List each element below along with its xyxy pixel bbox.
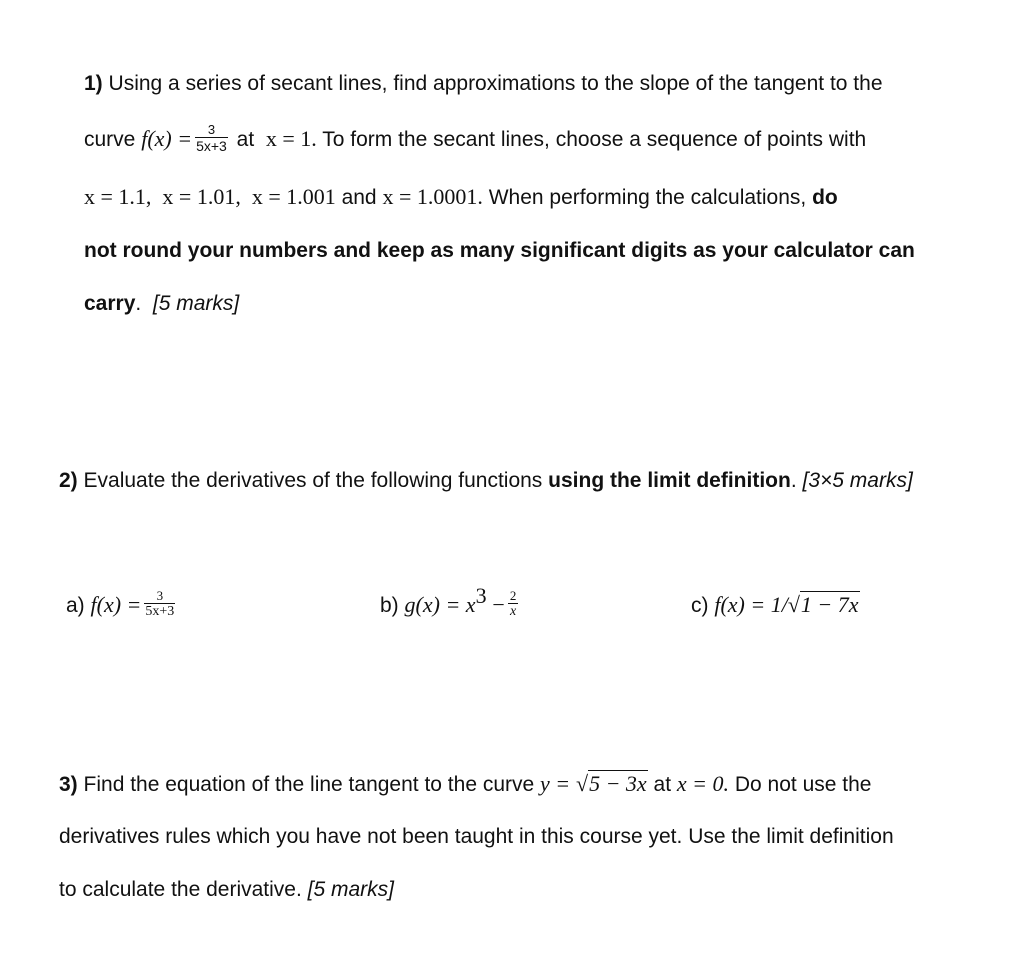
q2-a-label: a): [66, 594, 85, 617]
q1-bold-carry: carry: [84, 292, 136, 315]
q2-number: 2): [59, 469, 78, 492]
q2-a-fraction: [144, 588, 175, 620]
q2-a-lhs: f(x) =: [90, 592, 142, 617]
q2-part-b: [380, 583, 521, 622]
q3-sqrt: √5 − 3x: [576, 771, 647, 796]
q3-text-line-3: to calculate the derivative.: [59, 878, 302, 901]
q2-period: .: [790, 469, 797, 492]
q2-b-denominator: x: [509, 604, 517, 620]
q2-part-a: [66, 590, 178, 622]
q3-x-equals-0: x = 0.: [676, 771, 730, 796]
q1-number: 1): [84, 72, 103, 95]
q1-line-5: [84, 289, 239, 319]
q3-text-line-1a: Find the equation of the line tangent to the curve: [83, 773, 535, 796]
q2-b-lhs: g(x) = x: [404, 592, 476, 617]
q1-bold-do: do: [812, 186, 838, 209]
q1-text-line-2: To form the secant lines, choose a sequence of points with: [322, 128, 867, 151]
q1-last-point: x = 1.0001.: [382, 184, 483, 209]
q3-line-1: [59, 769, 871, 800]
q2-b-label: b): [380, 594, 399, 617]
q2-part-c: [691, 590, 860, 621]
q2-b-minus: −: [492, 592, 505, 617]
q3-text-line-1b: Do not use the: [734, 773, 872, 796]
q1-and-word: and: [341, 186, 377, 209]
q1-marks: [5 marks]: [152, 292, 240, 315]
q3-number: 3): [59, 773, 78, 796]
q3-at-word: at: [653, 773, 672, 796]
q3-y-equals: y =: [540, 771, 571, 796]
q2-bold-text: using the limit definition: [548, 469, 791, 492]
q1-x-equals-1: x = 1.: [265, 126, 317, 151]
q1-frac-denominator: 5x+3: [196, 138, 227, 155]
q1-line-2: [84, 124, 866, 156]
q3-line-3: [59, 875, 394, 905]
q1-line-4: [84, 236, 915, 266]
q1-frac-numerator: 3: [195, 122, 228, 138]
q1-fraction: [195, 122, 228, 154]
q2-line-1: [59, 466, 913, 496]
q2-b-fraction: [508, 588, 519, 620]
q2-marks: [3×5 marks]: [802, 469, 913, 492]
q2-a-denominator: 5x+3: [145, 604, 175, 620]
q2-text: Evaluate the derivatives of the following functions: [83, 469, 543, 492]
q1-points: x = 1.1, x = 1.01, x = 1.001: [84, 184, 336, 209]
q2-c-sqrt: √1 − 7x: [787, 592, 859, 617]
q1-period: .: [135, 292, 142, 315]
q2-a-numerator: 3: [144, 588, 175, 604]
q1-at-word: at: [236, 128, 255, 151]
q2-c-radicand: 1 − 7x: [800, 592, 859, 617]
q3-line-2: [59, 822, 894, 852]
q2-c-lhs: f(x) = 1/: [714, 592, 788, 617]
q1-text-line-1: Using a series of secant lines, find approximations to the slope of the tangent to the: [108, 72, 883, 95]
q3-text-line-2: derivatives rules which you have not been taught in this course yet. Use the limit definition: [59, 825, 894, 848]
q1-text-line-3: When performing the calculations,: [488, 186, 807, 209]
q3-marks: [5 marks]: [307, 878, 395, 901]
q1-fx: f(x) =: [141, 126, 193, 151]
q1-line-3: [84, 182, 838, 213]
q1-bold-line-4: not round your numbers and keep as many significant digits as your calculator can: [84, 239, 915, 262]
q1-curve-word: curve: [84, 128, 136, 151]
q3-radicand: 5 − 3x: [589, 771, 647, 796]
q2-b-numerator: 2: [509, 588, 517, 604]
q2-b-exponent: 3: [475, 583, 487, 608]
q2-c-label: c): [691, 594, 709, 617]
q1-line-1: [84, 69, 883, 99]
